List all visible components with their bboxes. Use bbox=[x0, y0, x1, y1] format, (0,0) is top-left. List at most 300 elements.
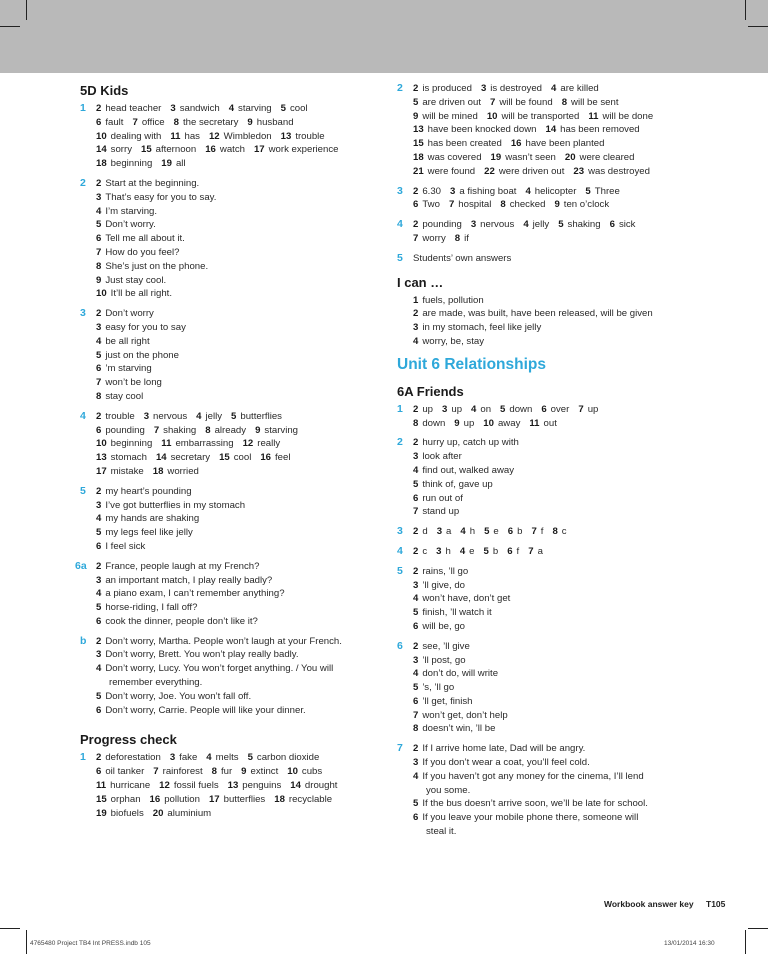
item-number: 2 bbox=[413, 185, 419, 197]
item-number: 15 bbox=[413, 138, 424, 150]
item-number: 6 bbox=[541, 403, 547, 415]
answer-item bbox=[449, 199, 491, 210]
item-number: 7 bbox=[578, 403, 584, 415]
answer-item bbox=[442, 404, 462, 415]
item-number: 2 bbox=[413, 437, 419, 449]
item-text: ’ll post, go bbox=[422, 654, 466, 666]
answer-item bbox=[161, 158, 185, 169]
item-number: 7 bbox=[96, 377, 102, 389]
item-text: a piano exam, I can’t remember anything? bbox=[105, 588, 285, 600]
answer-line bbox=[413, 681, 717, 695]
exercise bbox=[397, 294, 717, 349]
item-text: b bbox=[517, 526, 523, 538]
item-number: 5 bbox=[96, 527, 102, 539]
item-number: 5 bbox=[96, 690, 102, 702]
unit-title: Unit 6 Relationships bbox=[397, 355, 546, 373]
answer-item bbox=[484, 166, 564, 177]
answer-item bbox=[96, 206, 157, 217]
answer-item bbox=[229, 103, 272, 114]
answer-line bbox=[413, 565, 717, 579]
answer-item bbox=[170, 752, 197, 763]
item-number: 5 bbox=[413, 478, 419, 490]
item-number: 2 bbox=[96, 177, 102, 189]
item-text: If you leave your mobile phone there, someone will bbox=[422, 812, 639, 824]
answer-item bbox=[96, 486, 192, 497]
item-text: look after bbox=[422, 451, 462, 463]
item-text: penguins bbox=[242, 780, 282, 792]
item-number: 3 bbox=[413, 579, 419, 591]
answer-line bbox=[96, 540, 380, 554]
answer-item bbox=[96, 676, 371, 690]
answer-item bbox=[413, 138, 502, 149]
item-text: I’ve got butterflies in my stomach bbox=[105, 499, 246, 511]
answer-item bbox=[413, 404, 433, 415]
answer-item bbox=[96, 766, 144, 777]
item-text: won’t be long bbox=[105, 377, 162, 389]
answer-item bbox=[413, 219, 462, 230]
item-number: 6 bbox=[413, 492, 419, 504]
answer-line bbox=[96, 157, 380, 171]
answer-item bbox=[413, 593, 510, 604]
item-number: 19 bbox=[96, 807, 107, 819]
answer-line bbox=[96, 349, 380, 363]
item-text: secretary bbox=[170, 452, 211, 464]
item-text: doesn’t win, ’ll be bbox=[422, 723, 496, 735]
answer-item bbox=[525, 186, 576, 197]
item-number: 15 bbox=[96, 793, 107, 805]
item-number: 8 bbox=[173, 116, 179, 128]
item-text: see, ’ll give bbox=[422, 640, 470, 652]
answer-item bbox=[209, 794, 265, 805]
exercise bbox=[80, 307, 380, 404]
item-number: 7 bbox=[132, 116, 138, 128]
answer-line bbox=[413, 417, 717, 431]
item-text: Don’t worry, Lucy. You won’t forget anything. / You will bbox=[105, 663, 334, 675]
answer-item bbox=[562, 97, 619, 108]
exercise-number: 3 bbox=[397, 525, 403, 538]
answer-item bbox=[156, 452, 210, 463]
answer-item bbox=[144, 411, 187, 422]
answer-item bbox=[413, 641, 470, 652]
answer-item bbox=[287, 766, 322, 777]
item-number: 2 bbox=[413, 743, 419, 755]
answer-line bbox=[413, 545, 717, 559]
answer-line bbox=[96, 485, 380, 499]
item-number: 17 bbox=[253, 144, 265, 156]
item-number: 8 bbox=[205, 424, 211, 436]
answer-item bbox=[96, 261, 208, 272]
item-number: 2 bbox=[413, 403, 419, 415]
answer-item bbox=[174, 117, 239, 128]
crop-mark bbox=[745, 930, 746, 954]
answer-item bbox=[96, 288, 172, 299]
answer-line bbox=[413, 722, 717, 736]
item-text: really bbox=[257, 438, 281, 450]
answer-line bbox=[96, 793, 380, 807]
item-number: 5 bbox=[247, 752, 253, 764]
item-number: 16 bbox=[205, 144, 216, 156]
item-text: France, people laugh at my French? bbox=[105, 560, 260, 572]
answer-item bbox=[471, 404, 491, 415]
item-number: 13 bbox=[280, 130, 292, 142]
item-number: 13 bbox=[96, 452, 107, 464]
answer-item bbox=[96, 117, 123, 128]
item-number: 14 bbox=[545, 124, 557, 136]
answer-item bbox=[413, 308, 653, 319]
crop-mark bbox=[745, 0, 746, 20]
item-text: dealing with bbox=[110, 130, 162, 142]
answer-line bbox=[413, 492, 717, 506]
answer-item bbox=[219, 452, 251, 463]
answer-item bbox=[413, 152, 482, 163]
item-number: 16 bbox=[510, 138, 522, 150]
item-text: c bbox=[422, 545, 428, 557]
item-number: 5 bbox=[558, 219, 564, 231]
item-text: on bbox=[480, 403, 492, 415]
item-text: run out of bbox=[422, 492, 463, 504]
exercise bbox=[397, 436, 717, 519]
item-number: 11 bbox=[588, 110, 599, 122]
answer-item bbox=[96, 247, 179, 258]
item-text: hospital bbox=[458, 199, 492, 211]
answer-line bbox=[413, 709, 717, 723]
item-number: 2 bbox=[96, 485, 102, 497]
answer-line bbox=[413, 165, 717, 179]
item-number: 3 bbox=[96, 321, 102, 333]
exercise-number: 4 bbox=[80, 409, 86, 422]
item-text: worry, be, stay bbox=[422, 335, 485, 347]
answer-line bbox=[413, 123, 717, 137]
answer-item bbox=[206, 752, 238, 763]
item-text: nervous bbox=[480, 219, 515, 231]
answer-item bbox=[96, 103, 161, 114]
answer-line bbox=[96, 574, 380, 588]
answer-item bbox=[491, 152, 556, 163]
item-number: 18 bbox=[274, 793, 285, 805]
answer-line bbox=[96, 751, 380, 765]
item-number: 23 bbox=[573, 165, 585, 177]
item-number: 14 bbox=[290, 780, 301, 792]
answer-item bbox=[196, 411, 222, 422]
item-number: 6 bbox=[96, 233, 102, 245]
item-text: will be sent bbox=[571, 96, 619, 108]
item-text: will be transported bbox=[501, 110, 580, 122]
item-text: watch bbox=[219, 144, 245, 156]
answer-item bbox=[413, 479, 493, 490]
left-column bbox=[75, 82, 380, 826]
item-number: 4 bbox=[196, 410, 202, 422]
exercise bbox=[397, 252, 717, 266]
item-text: have been knocked down bbox=[427, 124, 537, 136]
item-number: 2 bbox=[413, 545, 419, 557]
answer-item bbox=[528, 546, 543, 557]
answer-item bbox=[573, 166, 650, 177]
item-number: 10 bbox=[483, 417, 494, 429]
answer-item bbox=[96, 527, 193, 538]
item-text: Wimbledon bbox=[223, 130, 272, 142]
answer-item bbox=[529, 418, 557, 429]
answer-line bbox=[413, 606, 717, 620]
item-number: 11 bbox=[161, 438, 172, 450]
item-number: 9 bbox=[241, 766, 247, 778]
answer-item bbox=[531, 526, 543, 537]
answer-item bbox=[96, 636, 342, 647]
item-text: deforestation bbox=[105, 752, 161, 764]
answer-item bbox=[487, 111, 580, 122]
item-number: 17 bbox=[208, 793, 220, 805]
item-number: 4 bbox=[413, 770, 419, 782]
item-number: 8 bbox=[96, 390, 102, 402]
item-number: 6 bbox=[96, 540, 102, 552]
answer-item bbox=[554, 199, 609, 210]
item-number: 5 bbox=[413, 96, 419, 108]
answer-line bbox=[96, 587, 380, 601]
answer-item bbox=[413, 493, 463, 504]
item-text: ’m starving bbox=[105, 363, 152, 375]
item-text: embarrassing bbox=[175, 438, 234, 450]
answer-line bbox=[413, 742, 717, 756]
answer-item bbox=[96, 275, 166, 286]
answer-item bbox=[484, 526, 499, 537]
answer-item bbox=[212, 766, 233, 777]
exercise-number: 2 bbox=[397, 82, 403, 94]
item-text: b bbox=[492, 545, 499, 557]
item-text: head teacher bbox=[105, 103, 162, 114]
item-number: 9 bbox=[247, 116, 253, 128]
item-number: 4 bbox=[459, 545, 466, 557]
section-title: 6A Friends bbox=[397, 383, 464, 399]
item-number: 9 bbox=[255, 424, 261, 436]
answer-item bbox=[490, 97, 553, 108]
item-text: If the bus doesn’t arrive soon, we’ll be late for school. bbox=[422, 798, 648, 810]
item-text: are driven out bbox=[422, 96, 482, 108]
answer-item bbox=[132, 117, 164, 128]
answer-item bbox=[507, 546, 519, 557]
answer-item bbox=[471, 219, 514, 230]
item-text: sorry bbox=[110, 144, 132, 156]
footer-label: Workbook answer key bbox=[604, 899, 694, 909]
exercise-number: 3 bbox=[80, 307, 86, 320]
item-text: worried bbox=[167, 465, 199, 477]
item-text: orphan bbox=[110, 793, 141, 805]
exercise-number: 6a bbox=[75, 559, 87, 572]
answer-item bbox=[511, 138, 605, 149]
answer-line bbox=[96, 260, 380, 274]
answer-item bbox=[484, 546, 499, 557]
item-text: cook the dinner, people don’t like it? bbox=[105, 615, 258, 627]
item-text: the secretary bbox=[182, 116, 239, 128]
item-text: Don’t worry, Brett. You won’t play really badly. bbox=[105, 649, 299, 661]
answer-item bbox=[413, 322, 541, 333]
item-text: are killed bbox=[560, 83, 599, 94]
item-number: 3 bbox=[436, 526, 443, 538]
item-text: has been removed bbox=[560, 124, 640, 136]
item-number: 15 bbox=[219, 452, 230, 464]
item-number: 20 bbox=[152, 807, 164, 819]
item-text: pollution bbox=[164, 793, 200, 805]
item-number: 3 bbox=[96, 191, 102, 203]
answer-line bbox=[413, 403, 717, 417]
answer-item bbox=[500, 404, 532, 415]
answer-item bbox=[454, 418, 474, 429]
answer-item bbox=[96, 336, 150, 347]
item-text: stand up bbox=[422, 506, 460, 518]
item-text: Three bbox=[594, 185, 620, 197]
answer-item bbox=[241, 766, 278, 777]
item-number: 8 bbox=[96, 260, 102, 272]
answer-line bbox=[96, 499, 380, 513]
item-text: husband bbox=[256, 116, 294, 128]
item-text: is destroyed bbox=[490, 83, 543, 94]
item-text: a bbox=[537, 545, 543, 557]
exercise-number: 3 bbox=[397, 184, 403, 197]
exercise bbox=[397, 403, 717, 431]
answer-item bbox=[413, 784, 708, 798]
answer-line bbox=[413, 654, 717, 668]
answer-item bbox=[96, 541, 145, 552]
print-slug: 4765480 Project TB4 Int PRESS.indb 105 bbox=[30, 940, 151, 947]
answer-item bbox=[413, 621, 465, 632]
answer-item bbox=[413, 546, 427, 557]
item-text: I’m starving. bbox=[105, 205, 158, 217]
answer-item bbox=[150, 794, 200, 805]
item-text: ’s, ’ll go bbox=[422, 682, 455, 694]
item-text: nervous bbox=[153, 410, 188, 422]
answer-item bbox=[578, 404, 598, 415]
answer-line bbox=[96, 704, 380, 718]
answer-line bbox=[413, 321, 717, 335]
item-text: jelly bbox=[532, 219, 550, 231]
answer-item bbox=[96, 452, 147, 463]
item-text: away bbox=[497, 417, 521, 429]
answer-line bbox=[96, 648, 380, 662]
item-number: 3 bbox=[442, 403, 448, 415]
item-number: 10 bbox=[96, 438, 107, 450]
item-text: will be mined bbox=[422, 110, 478, 122]
crop-mark bbox=[26, 930, 27, 954]
item-number: 12 bbox=[242, 438, 254, 450]
answer-line bbox=[413, 811, 717, 825]
answer-item bbox=[413, 451, 462, 462]
item-number: 9 bbox=[454, 417, 460, 429]
item-text: shaking bbox=[163, 424, 197, 436]
answer-item bbox=[274, 794, 332, 805]
item-text: if bbox=[464, 232, 469, 244]
item-number: 22 bbox=[484, 165, 495, 177]
exercise bbox=[75, 559, 380, 629]
item-text: That’s easy for you to say. bbox=[105, 191, 217, 203]
item-text: find out, walked away bbox=[422, 464, 515, 476]
item-number: 3 bbox=[436, 545, 442, 557]
item-number: 13 bbox=[227, 780, 239, 792]
answer-item bbox=[558, 219, 600, 230]
item-text: up bbox=[451, 403, 463, 415]
item-number: 16 bbox=[149, 793, 161, 805]
item-text: oil tanker bbox=[105, 766, 145, 778]
item-number: 7 bbox=[96, 246, 102, 258]
answer-item bbox=[96, 705, 306, 716]
item-text: jelly bbox=[205, 410, 223, 422]
item-text: Tell me all about it. bbox=[105, 233, 185, 245]
item-number: 7 bbox=[531, 526, 537, 538]
answer-line bbox=[413, 825, 717, 839]
item-text: stomach bbox=[110, 452, 147, 464]
item-number: 3 bbox=[413, 654, 419, 666]
item-text: If you haven’t got any money for the cinema, I’ll lend bbox=[422, 770, 644, 782]
item-text: a bbox=[446, 526, 452, 538]
answer-line bbox=[413, 335, 717, 349]
item-text: pounding bbox=[422, 219, 462, 231]
answer-line bbox=[96, 676, 380, 690]
exercise-number: 5 bbox=[397, 251, 403, 264]
item-text: ’ll give, do bbox=[422, 579, 466, 591]
answer-item bbox=[96, 308, 154, 319]
item-number: 5 bbox=[96, 602, 102, 614]
item-number: 13 bbox=[413, 124, 424, 136]
answer-line bbox=[413, 756, 717, 770]
answer-item bbox=[413, 812, 638, 823]
answer-line bbox=[413, 232, 717, 246]
answer-line bbox=[96, 191, 380, 205]
item-number: 4 bbox=[96, 205, 102, 217]
answer-line bbox=[96, 765, 380, 779]
exercise bbox=[397, 525, 717, 539]
item-number: 5 bbox=[500, 403, 506, 415]
item-number: 2 bbox=[413, 83, 419, 94]
exercise bbox=[80, 410, 380, 479]
answer-item bbox=[96, 780, 150, 791]
item-text: fur bbox=[220, 766, 233, 778]
item-text: e bbox=[469, 545, 475, 557]
item-text: won’t get, don’t help bbox=[422, 709, 508, 721]
answer-line bbox=[413, 464, 717, 478]
item-text: were driven out bbox=[498, 165, 565, 177]
crop-mark bbox=[748, 26, 768, 27]
item-number: 4 bbox=[96, 513, 102, 525]
answer-line bbox=[96, 307, 380, 321]
answer-item bbox=[96, 602, 197, 613]
item-text: starving bbox=[264, 424, 298, 436]
answer-item bbox=[413, 199, 440, 210]
print-date: 13/01/2014 16:30 bbox=[664, 940, 715, 947]
item-text: extinct bbox=[250, 766, 279, 778]
item-number: 3 bbox=[413, 451, 419, 463]
item-number: 7 bbox=[413, 506, 419, 518]
answer-item bbox=[450, 186, 516, 197]
item-number: 1 bbox=[413, 294, 419, 306]
item-number: 2 bbox=[413, 219, 419, 231]
exercise bbox=[397, 640, 717, 737]
answer-item bbox=[96, 808, 144, 819]
item-number: 19 bbox=[161, 158, 172, 170]
item-text: was covered bbox=[427, 151, 482, 163]
answer-item bbox=[96, 466, 144, 477]
exercise bbox=[397, 185, 717, 213]
item-number: 7 bbox=[448, 199, 455, 211]
answer-line bbox=[96, 177, 380, 191]
item-text: e bbox=[493, 526, 499, 538]
item-number: 8 bbox=[413, 417, 419, 429]
section-title: 5D Kids bbox=[80, 83, 129, 98]
item-number: 11 bbox=[170, 130, 181, 142]
answer-item bbox=[523, 219, 549, 230]
answer-item bbox=[413, 682, 454, 693]
item-number: 4 bbox=[96, 335, 102, 347]
answer-item bbox=[161, 438, 233, 449]
item-number: 8 bbox=[561, 96, 568, 108]
answer-item bbox=[413, 580, 465, 591]
answer-item bbox=[228, 780, 282, 791]
